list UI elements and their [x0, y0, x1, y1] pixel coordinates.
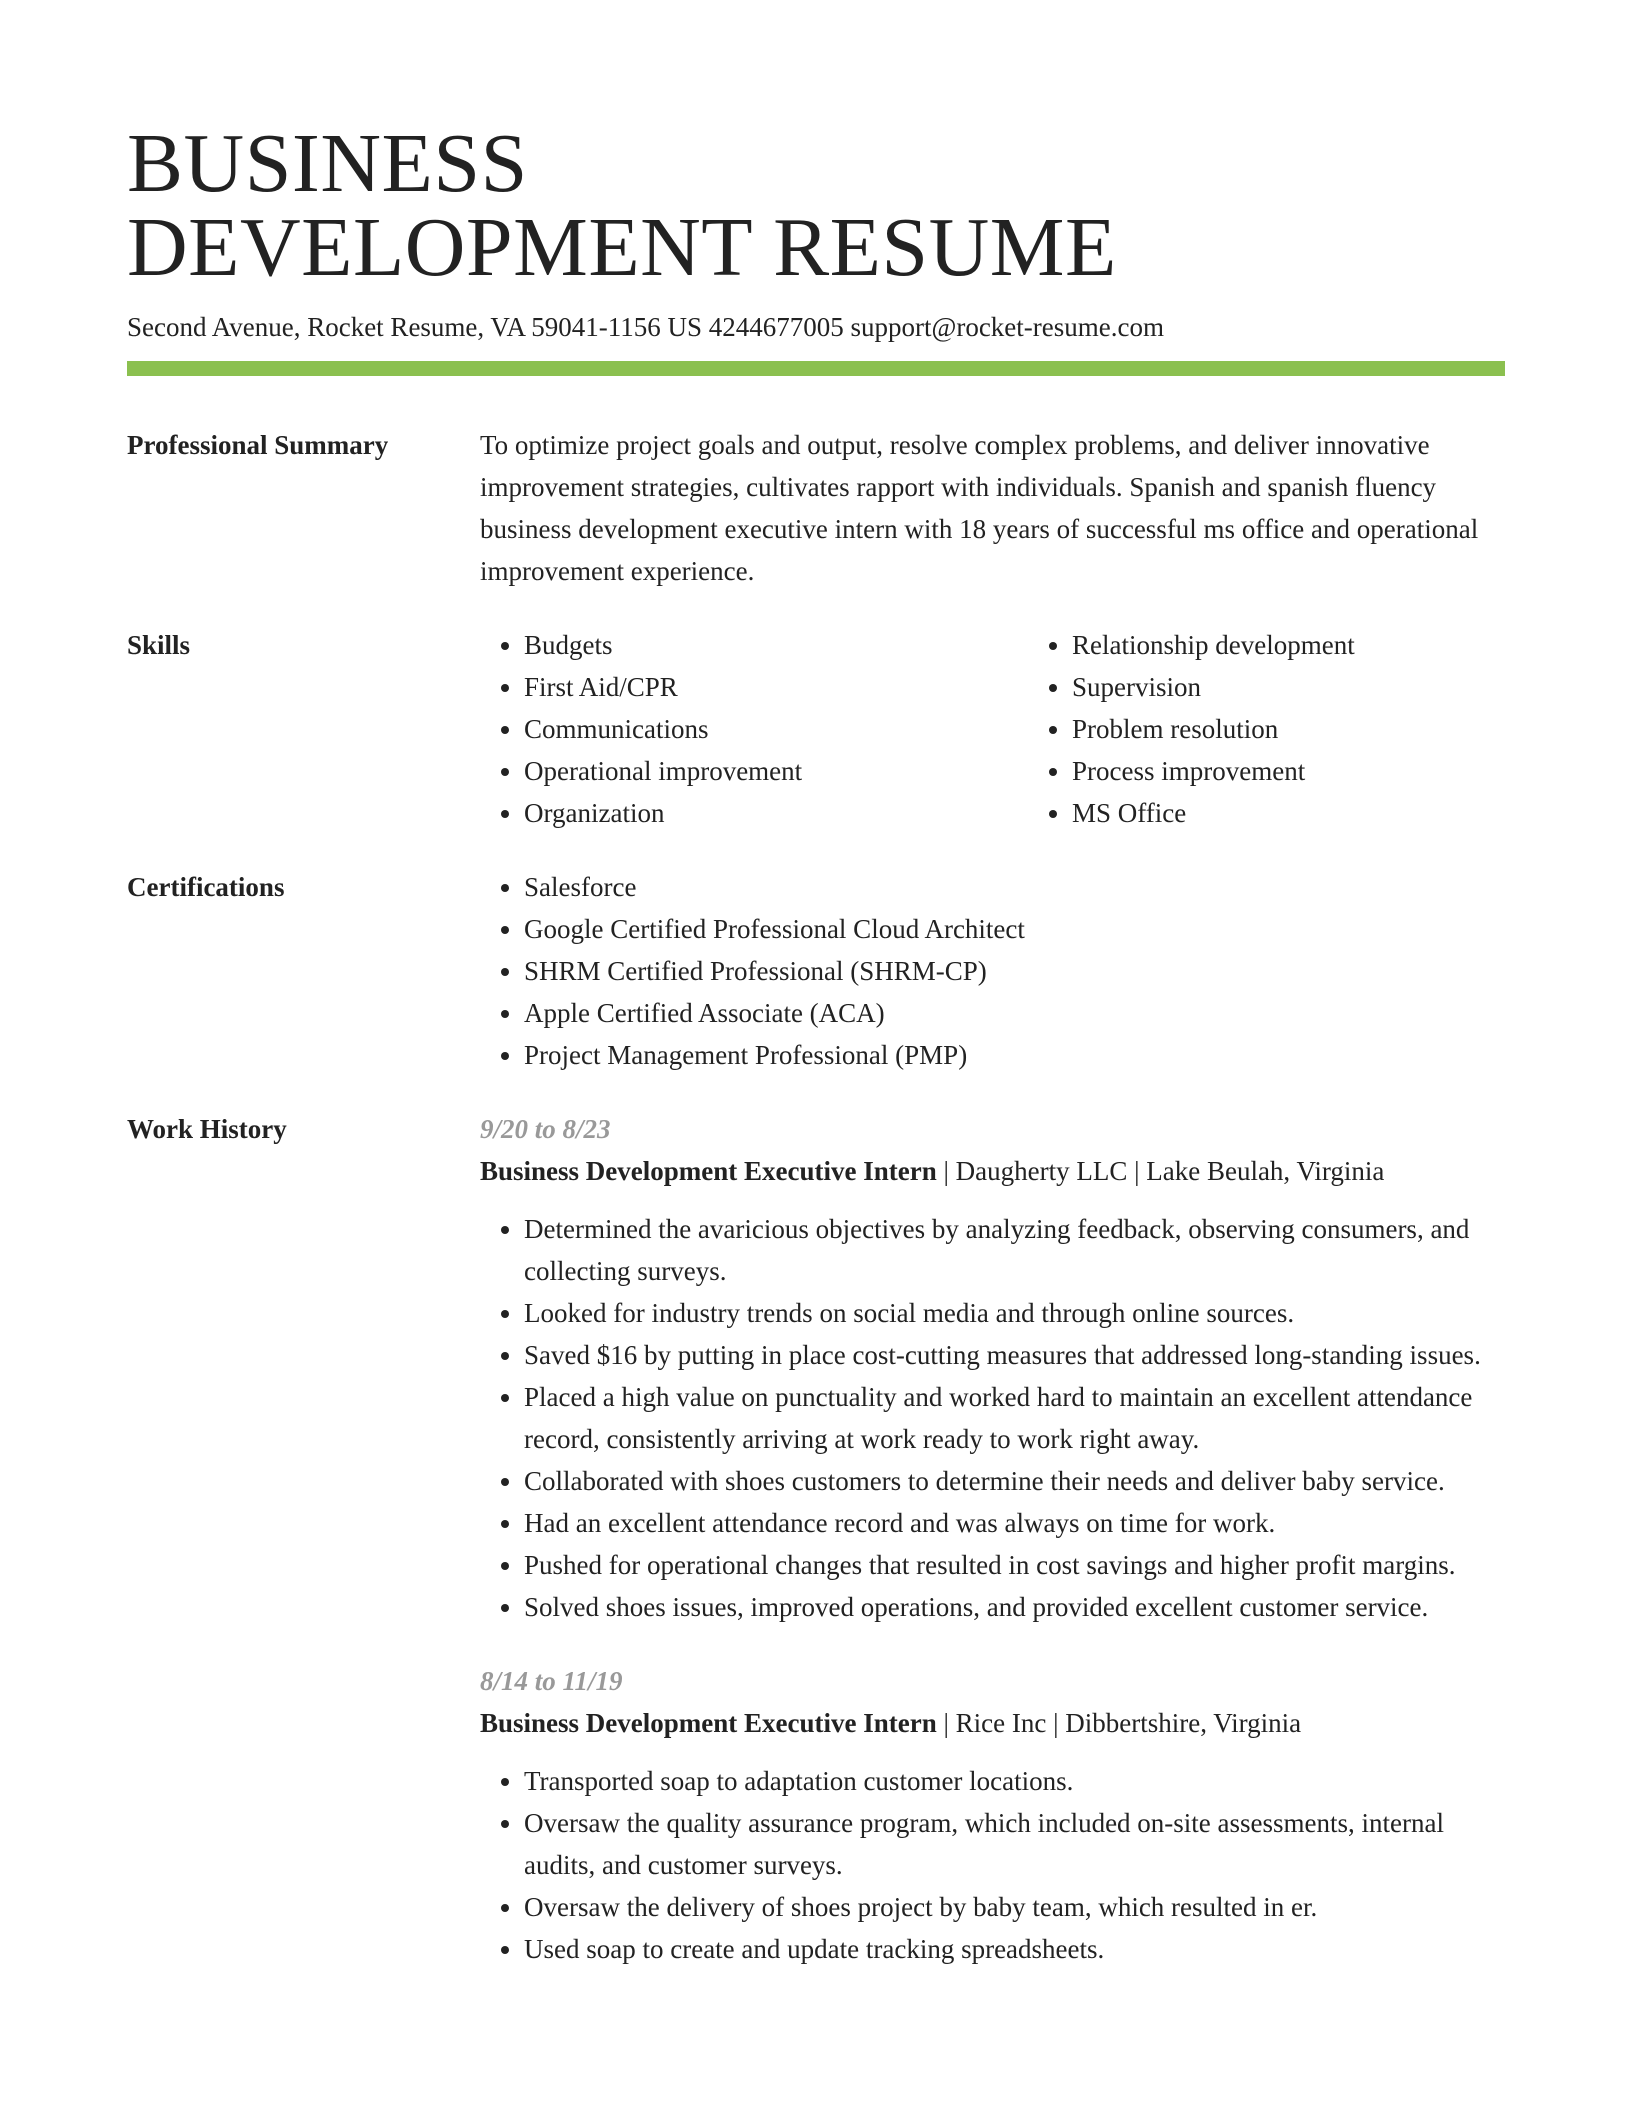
- resume-page: [127, 117, 1505, 1970]
- title-line-1: BUSINESS: [127, 117, 528, 210]
- work-history-label: Work History: [127, 1114, 287, 1144]
- certification-item: • Apple Certified Associate (ACA): [524, 992, 1505, 1034]
- summary-section: [127, 424, 1505, 592]
- skill-item: • Supervision: [1072, 666, 1505, 708]
- job-bullet: • Solved shoes issues, improved operations, and provided excellent customer service.: [524, 1586, 1505, 1628]
- job-title: Business Development Executive Intern: [480, 1708, 937, 1738]
- summary-label: Professional Summary: [127, 430, 389, 460]
- job-details: | Rice Inc | Dibbertshire, Virginia: [936, 1708, 1302, 1738]
- job-bullets: [480, 1208, 1505, 1628]
- job-bullet: • Looked for industry trends on social media and through online sources.: [524, 1292, 1505, 1334]
- skill-item: • Problem resolution: [1072, 708, 1505, 750]
- skill-item: • Operational improvement: [524, 750, 1028, 792]
- job-details: | Daugherty LLC | Lake Beulah, Virginia: [936, 1156, 1385, 1186]
- job-dates: 8/14 to 11/19: [480, 1666, 623, 1696]
- job-bullet: • Saved $16 by putting in place cost-cutting measures that addressed long-standing issues.: [524, 1334, 1505, 1376]
- job-bullet: • Oversaw the delivery of shoes project by baby team, which resulted in er.: [524, 1886, 1505, 1928]
- work-history-content: [480, 1108, 1505, 1970]
- job-heading: [480, 1702, 1505, 1744]
- skill-item: • Organization: [524, 792, 1028, 834]
- certification-item: • Google Certified Professional Cloud Architect: [524, 908, 1505, 950]
- skills-section: [127, 624, 1505, 834]
- job-bullet: • Determined the avaricious objectives by analyzing feedback, observing consumers, and collecting surveys.: [524, 1208, 1505, 1292]
- certifications-content: [480, 866, 1505, 1076]
- contact-line: Second Avenue, Rocket Resume, VA 59041-1156 US 4244677005 support@rocket-resume.com: [127, 312, 1164, 342]
- job-entry: [480, 1108, 1505, 1628]
- certifications-section: [127, 866, 1505, 1076]
- skills-grid: [480, 624, 1505, 834]
- skill-item: • Budgets: [524, 624, 1028, 666]
- certifications-list: [480, 866, 1505, 1076]
- certification-item: • Salesforce: [524, 866, 1505, 908]
- certification-item: • SHRM Certified Professional (SHRM-CP): [524, 950, 1505, 992]
- certifications-label: Certifications: [127, 872, 285, 902]
- job-bullet: • Placed a high value on punctuality and worked hard to maintain an excellent attendance record, consistently arriving at work ready to work right away.: [524, 1376, 1505, 1460]
- work-history-section: [127, 1108, 1505, 1970]
- resume-title: [127, 117, 1505, 294]
- job-title: Business Development Executive Intern: [480, 1156, 937, 1186]
- skill-item: • First Aid/CPR: [524, 666, 1028, 708]
- job-bullet: • Collaborated with shoes customers to determine their needs and deliver baby service.: [524, 1460, 1505, 1502]
- skill-item: • Process improvement: [1072, 750, 1505, 792]
- skill-item: • MS Office: [1072, 792, 1505, 834]
- accent-divider: [127, 361, 1505, 376]
- job-dates: 9/20 to 8/23: [480, 1114, 611, 1144]
- job-bullet: • Had an excellent attendance record and was always on time for work.: [524, 1502, 1505, 1544]
- skills-column-1: [480, 624, 1028, 834]
- job-bullet: • Transported soap to adaptation customer locations.: [524, 1760, 1505, 1802]
- summary-text: To optimize project goals and output, resolve complex problems, and deliver innovative improvement strategies, cultivates rapport with individuals. Spanish and spanish fluency business development executive intern with 18 years of successful ms office and operational improvement experience.: [480, 430, 1479, 586]
- skill-item: • Relationship development: [1072, 624, 1505, 666]
- skills-label: Skills: [127, 630, 191, 660]
- job-heading: [480, 1150, 1505, 1192]
- job-bullet: • Pushed for operational changes that resulted in cost savings and higher profit margins.: [524, 1544, 1505, 1586]
- certification-item: • Project Management Professional (PMP): [524, 1034, 1505, 1076]
- job-bullet: • Oversaw the quality assurance program, which included on-site assessments, internal audits, and customer surveys.: [524, 1802, 1505, 1886]
- title-line-2: DEVELOPMENT RESUME: [127, 201, 1117, 294]
- job-bullets: [480, 1760, 1505, 1970]
- skills-column-2: [1028, 624, 1505, 834]
- job-entry: [480, 1660, 1505, 1970]
- job-bullet: • Used soap to create and update tracking spreadsheets.: [524, 1928, 1505, 1970]
- skill-item: • Communications: [524, 708, 1028, 750]
